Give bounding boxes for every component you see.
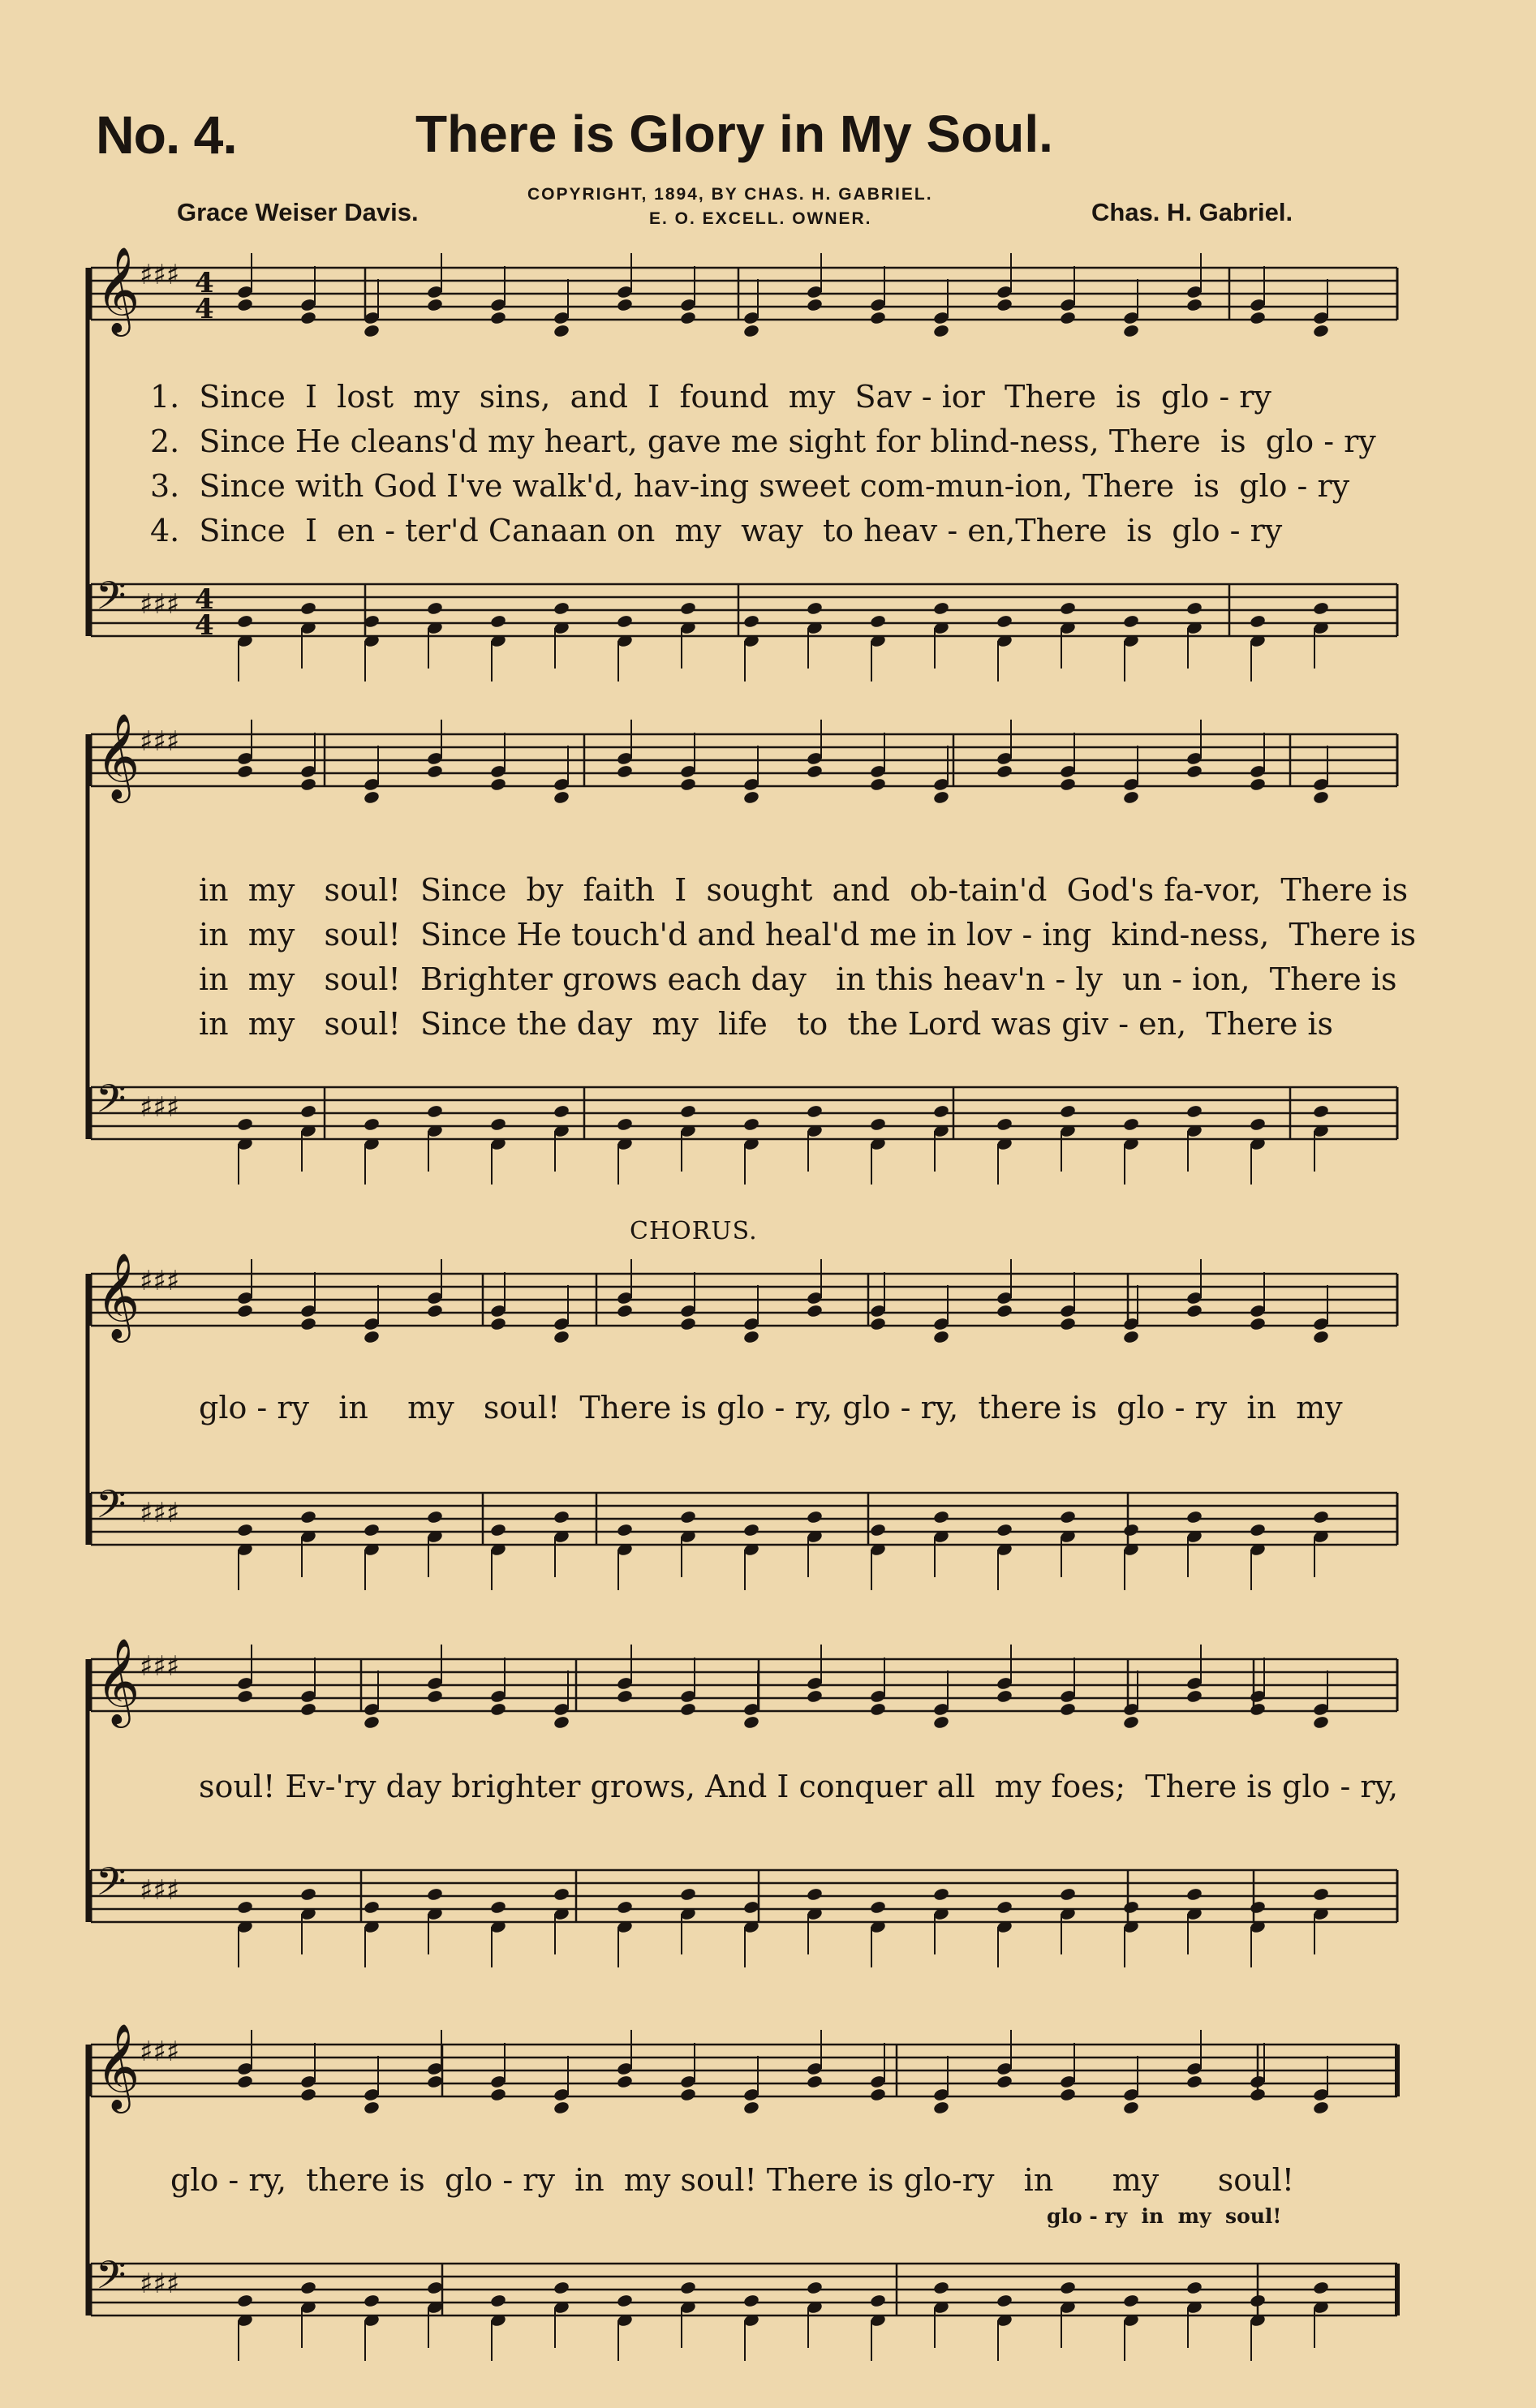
svg-text:4: 4 xyxy=(195,609,214,642)
svg-text:𝄢: 𝄢 xyxy=(96,1076,127,1131)
svg-text:𝄢: 𝄢 xyxy=(96,573,127,628)
author-credit: Grace Weiser Davis. xyxy=(177,198,419,226)
svg-text:♯♯♯: ♯♯♯ xyxy=(140,1265,180,1297)
copyright-line-2: E. O. EXCELL. OWNER. xyxy=(649,209,872,228)
svg-text:𝄞: 𝄞 xyxy=(96,246,140,333)
svg-text:4: 4 xyxy=(195,267,214,299)
svg-text:𝄢: 𝄢 xyxy=(96,1859,127,1914)
svg-text:4: 4 xyxy=(195,583,214,616)
svg-text:𝄞: 𝄞 xyxy=(96,712,140,799)
svg-text:♯♯♯: ♯♯♯ xyxy=(140,2036,180,2068)
verse-4-line-1: 4. Since I en - ter'd Canaan on my way to heav - en,There is glo - ry xyxy=(150,513,1283,548)
svg-text:♯♯♯: ♯♯♯ xyxy=(140,1091,180,1124)
verse-4-line-2: in my soul! Since the day my life to the Lord was giv - en, There is xyxy=(199,1006,1334,1042)
composer-credit: Chas. H. Gabriel. xyxy=(1091,198,1293,226)
verse-2-line-2: in my soul! Since He touch'd and heal'd me in lov - ing kind-ness, There is xyxy=(199,917,1417,952)
svg-text:♯♯♯: ♯♯♯ xyxy=(140,1650,180,1683)
svg-text:♯♯♯: ♯♯♯ xyxy=(140,2268,180,2300)
verse-3-line-2: in my soul! Brighter grows each day in this heav'n - ly un - ion, There is xyxy=(199,961,1397,997)
svg-text:♯♯♯: ♯♯♯ xyxy=(140,1497,180,1529)
svg-text:𝄞: 𝄞 xyxy=(96,1637,140,1724)
hymn-number: No. 4. xyxy=(96,105,237,165)
verse-2-line-1: 2. Since He cleans'd my heart, gave me sight for blind-ness, There is glo - ry xyxy=(150,424,1376,459)
chorus-label: CHORUS. xyxy=(630,1217,758,1245)
verse-1-line-2: in my soul! Since by faith I sought and ob-tain'd God's fa-vor, There is xyxy=(199,872,1409,908)
chorus-lyric-2: soul! Ev-'ry day brighter grows, And I conquer all my foes; There is glo - ry, xyxy=(199,1769,1399,1804)
svg-text:𝄢: 𝄢 xyxy=(96,1481,127,1537)
svg-text:♯♯♯: ♯♯♯ xyxy=(140,259,180,291)
svg-text:♯♯♯: ♯♯♯ xyxy=(140,588,180,621)
svg-text:4: 4 xyxy=(195,293,214,325)
verse-3-line-1: 3. Since with God I've walk'd, hav-ing sweet com-mun-ion, There is glo - ry xyxy=(150,468,1350,504)
hymn-title: There is Glory in My Soul. xyxy=(415,105,1053,163)
verse-1-line-1: 1. Since I lost my sins, and I found my Sav - ior There is glo - ry xyxy=(150,379,1271,415)
svg-text:𝄞: 𝄞 xyxy=(96,1252,140,1339)
svg-text:♯♯♯: ♯♯♯ xyxy=(140,1874,180,1907)
svg-text:𝄢: 𝄢 xyxy=(96,2252,127,2307)
svg-text:♯♯♯: ♯♯♯ xyxy=(140,725,180,758)
chorus-lyric-3: glo - ry, there is glo - ry in my soul! There is glo-ry in my soul! xyxy=(170,2162,1295,2198)
chorus-lyric-1: glo - ry in my soul! There is glo - ry, glo - ry, there is glo - ry in my xyxy=(199,1390,1343,1425)
svg-text:𝄞: 𝄞 xyxy=(96,2023,140,2109)
copyright-line-1: COPYRIGHT, 1894, BY CHAS. H. GABRIEL. xyxy=(527,185,933,204)
echo-lyric: glo - ry in my soul! xyxy=(1047,2204,1282,2228)
